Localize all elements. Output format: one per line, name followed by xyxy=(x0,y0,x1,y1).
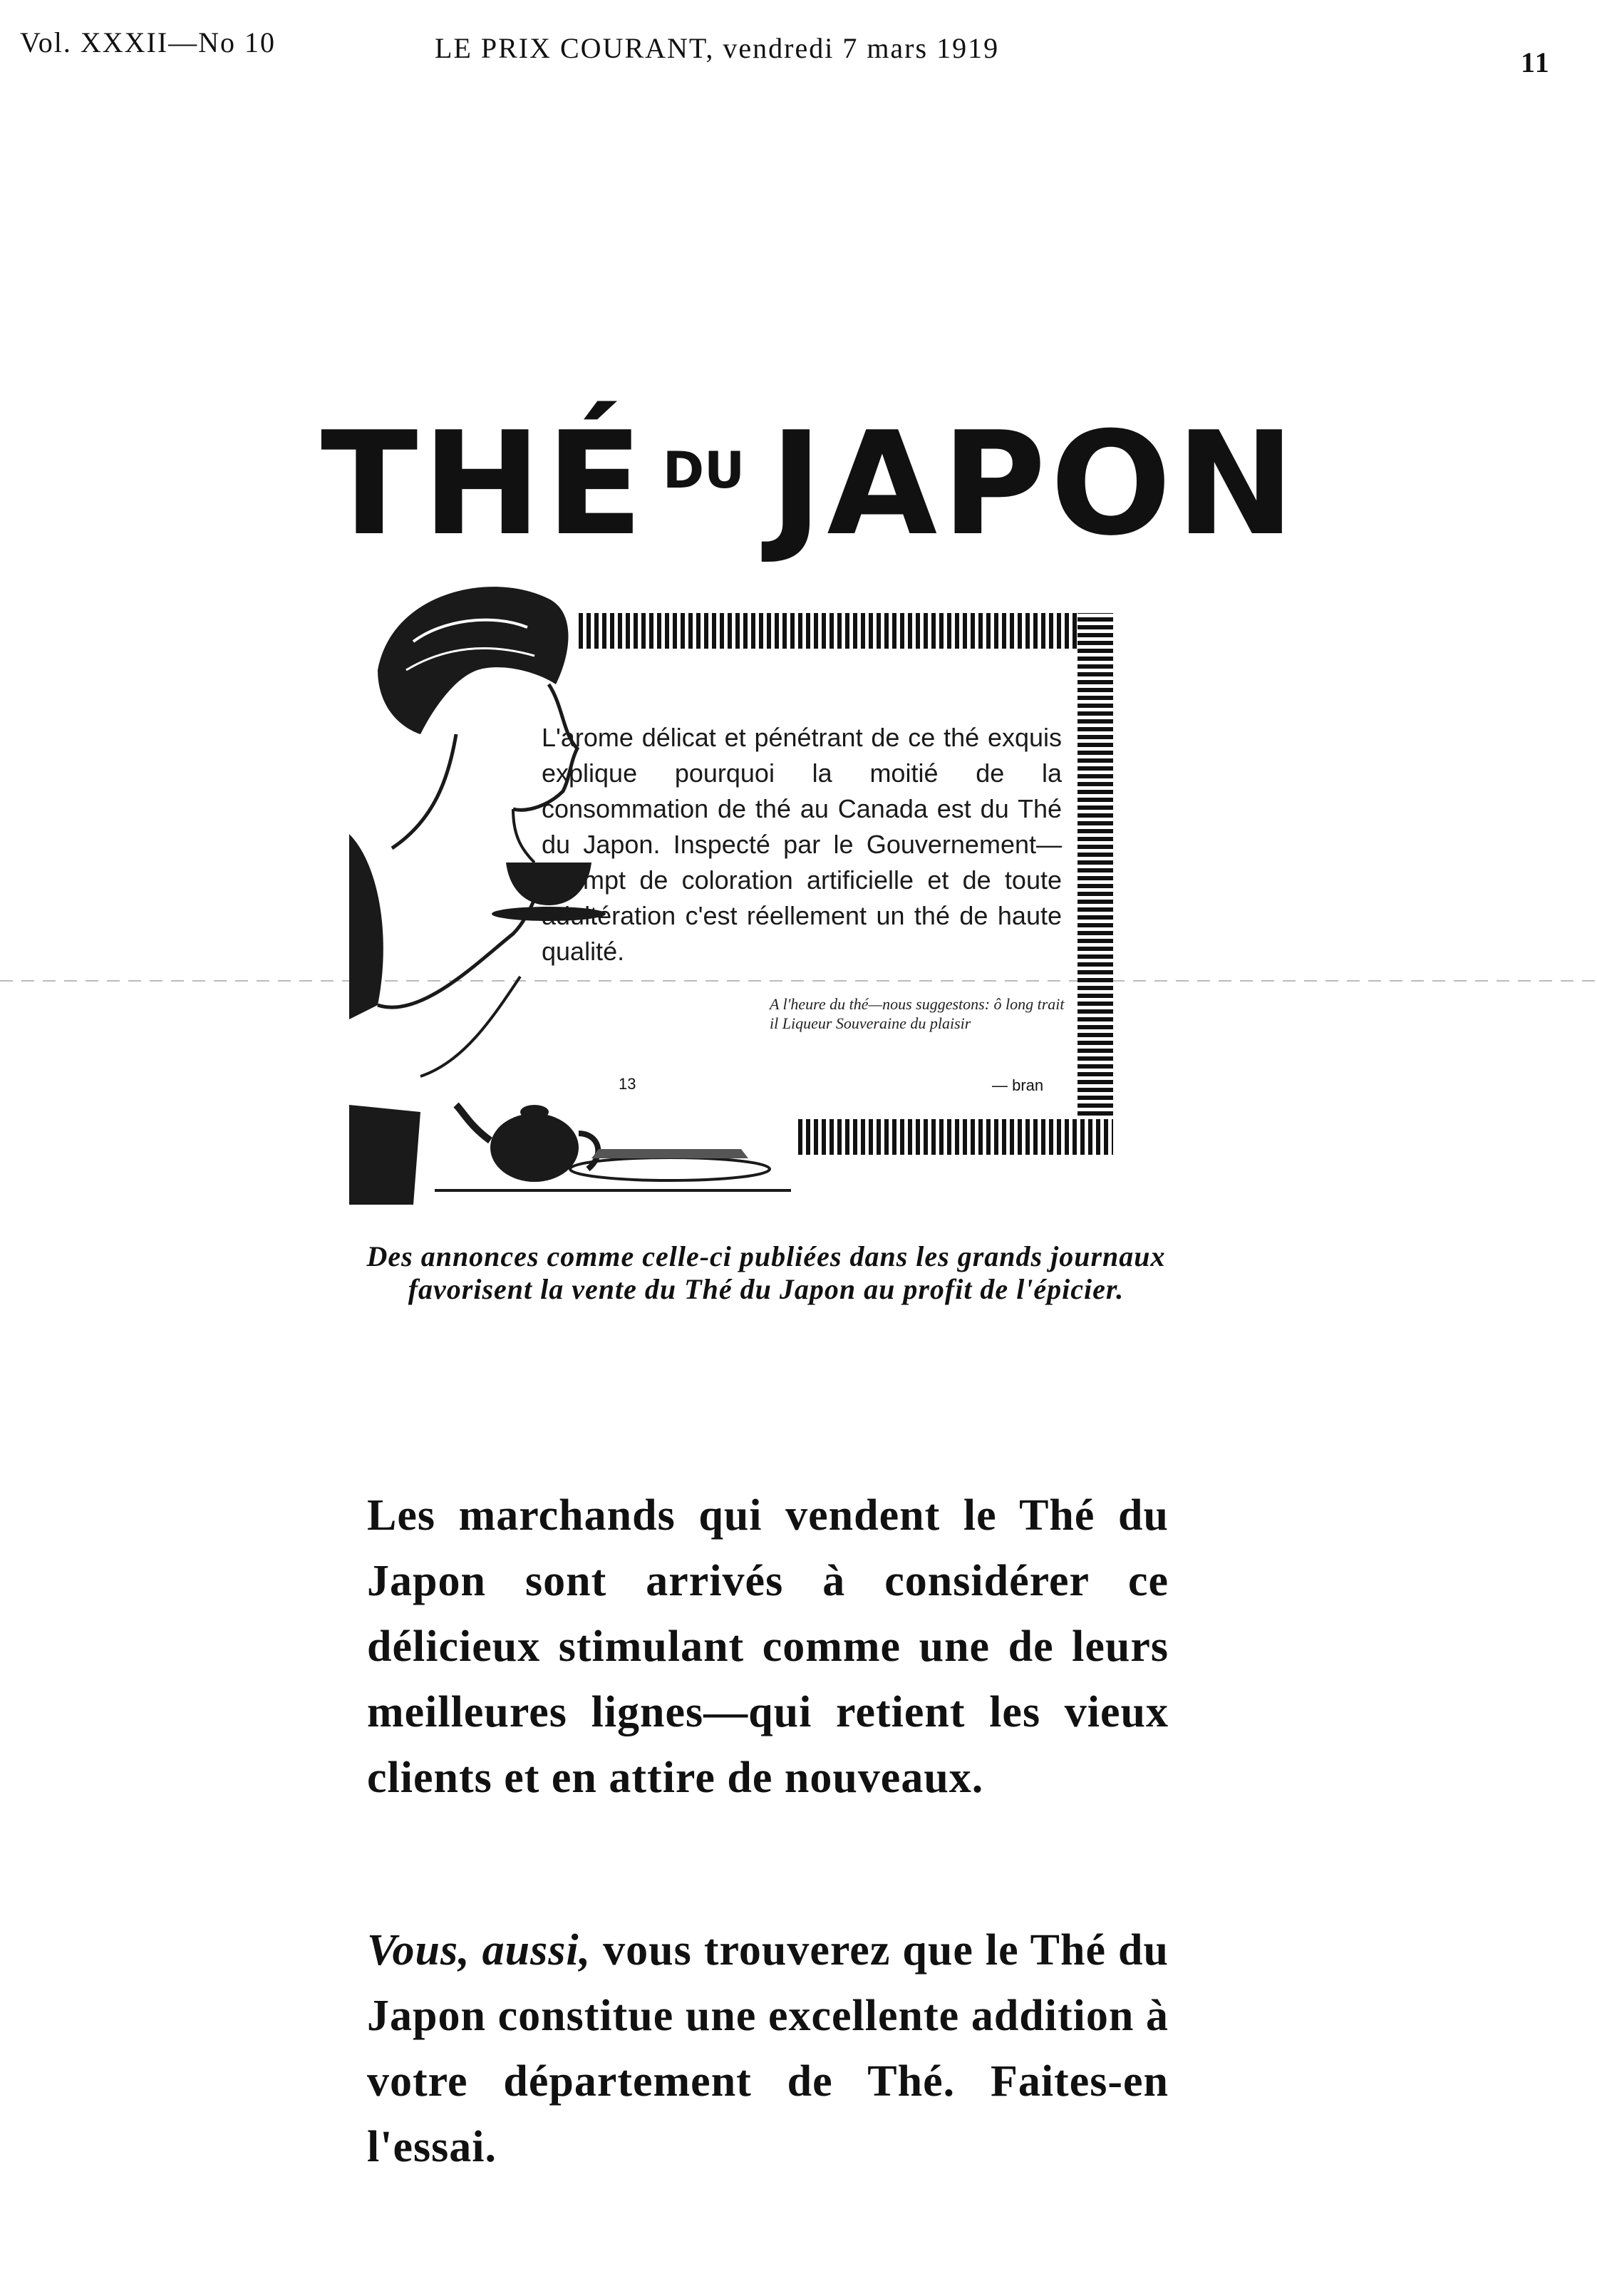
ad-caption: Des annonces comme celle-ci publiées dans les grands journaux favorisent la vente du Thé du Japon au profit de l'épicier. xyxy=(366,1240,1166,1305)
ad-reference-number: 13 xyxy=(619,1075,636,1093)
page-number: 11 xyxy=(1521,46,1551,78)
publication-header: LE PRIX COURANT, vendredi 7 mars 1919 xyxy=(435,32,1000,64)
body-paragraph-2-emphasis: Vous, aussi, xyxy=(367,1926,591,1975)
ad-border-top xyxy=(579,613,1106,649)
body-paragraph-2 xyxy=(367,1917,1169,2180)
ad-border-bottom xyxy=(798,1119,1113,1155)
ad-quote-text: A l'heure du thé—nous suggestons: ô long trait il Liqueur Souveraine du plaisir xyxy=(770,995,1065,1032)
ad-title-japon: JAPON xyxy=(770,401,1300,567)
ad-signature: — bran xyxy=(992,1076,1044,1094)
ad-border-right xyxy=(1077,613,1113,1155)
volume-number: Vol. XXXII—No 10 xyxy=(20,26,276,58)
body-paragraph-1: Les marchands qui vendent le Thé du Japon sont arrivés à considérer ce délicieux stimulant comme une de leurs meilleures lignes—qui retient les vieux clients et en attire de nouveaux. xyxy=(367,1491,1169,1802)
ad-title-the: THÉ xyxy=(321,401,648,567)
ad-copy-text: L'arome délicat et pénétrant de ce thé exquis explique pourquoi la moitié de la consommation de thé au Canada est du Thé du Japon. Inspecté par le Gouvernement—exempt de coloration artificielle et de toute adultération c'est réellement un thé de haute qualité. xyxy=(542,723,1062,966)
ad-title-du: DU xyxy=(663,441,745,500)
ad-title xyxy=(321,399,1300,570)
body-paragraph-2-text: vous trouverez que le Thé du Japon constitue une excellente addition à votre département de Thé. Faites-en l'essai. xyxy=(367,1926,1169,2171)
